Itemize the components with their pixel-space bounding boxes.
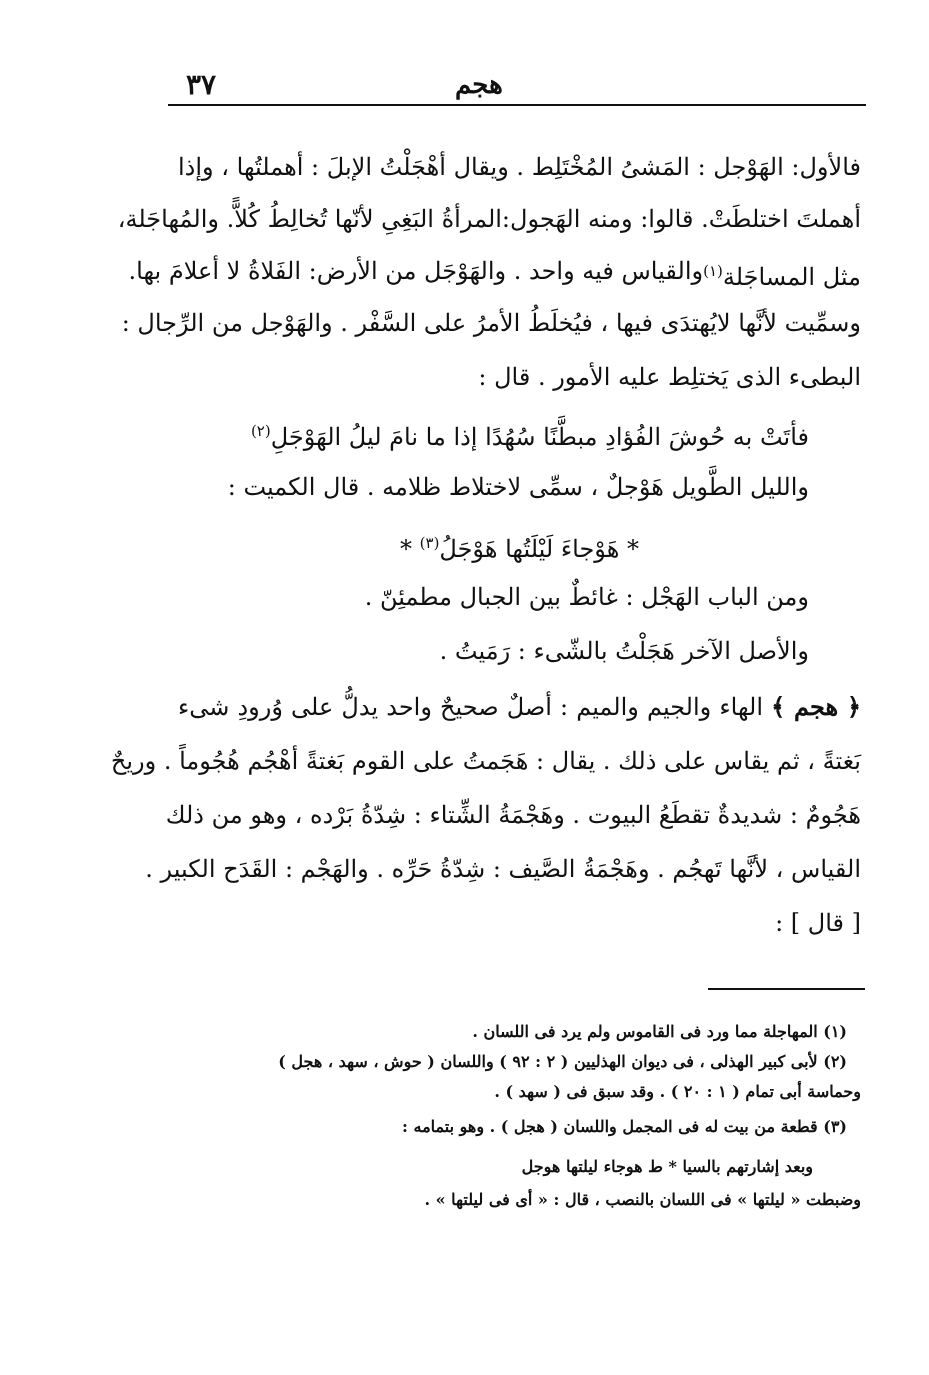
footnote-3-verse: وبعد إشارتهم بالسيا * ط هوجاء ليلتها هوجل [521, 1157, 813, 1176]
entry-line-1: ﴿ هجم ﴾ الهاء والجيم والميم : أصلٌ صحيحٌ واحد يدلُّ على وُرودِ شىء [178, 692, 862, 721]
running-title: هجم [455, 70, 503, 100]
body-line-5: البطىء الذى يَختلِط عليه الأمور . قال : [478, 363, 861, 391]
body-line-8: والأصل الآخر هَجَلْتُ بالشّىء : رَمَيتُ . [439, 637, 809, 665]
hemistich-line: * هَوْجاءَ لَيْلَتُها هَوْجَلُ$^{(٣)}$ * [400, 534, 639, 563]
footnote-2: (٢) لأبى كبير الهذلى ، فى ديوان الهذليين ( ٢ : ٩٢ ) واللسان ( حوش ، سهد ، هجل ) [278, 1052, 847, 1071]
entry-line-2: بَغتةً ، ثم يقاس على ذلك . يقال : هَجَمتُ على القوم بَغتةً أهْجُم هُجُوماً . وريحٌ [110, 747, 861, 775]
body-line-6: والليل الطَّويل هَوْجلٌ ، سمِّى لاختلاط ظلامه . قال الكميت : [227, 473, 809, 501]
footnote-1: (١) المهاجلة مما ورد فى القاموس ولم يرد فى اللسان . [472, 1022, 847, 1041]
body-line-7: ومن الباب الهَجْل : غائطٌ بين الجبال مطمئِنّ . [364, 583, 809, 611]
footnote-rule [708, 988, 865, 990]
footnote-2-cont: وحماسة أبى تمام ( ١ : ٢٠ ) . وقد سبق فى ( سهد ) . [494, 1082, 861, 1101]
entry-headword: ﴿ هجم ﴾ [771, 692, 862, 721]
entry-line-4: القياس ، لأنَّها تَهجُم . وهَجْمَةُ الصَّيف : شِدّةُ حَرِّه . والهَجْم : القَدَح الكبير . [145, 855, 861, 883]
body-line-3 [128, 254, 861, 294]
body-line-4: وسمِّيت لأنَّها لايُهتدَى فيها ، فيُخلَطُ الأمرُ على السَّفْر . والهَوْجل من الرِّجال : [121, 309, 861, 337]
entry-line-5: [ قال ] : [775, 909, 861, 937]
footnote-3-cont: وضبطت « ليلتها » فى اللسان بالنصب ، قال : « أى فى ليلتها » . [424, 1190, 861, 1209]
entry-line-3: هَجُومٌ : شديدةٌ تقطَعُ البيوت . وهَجْمَةُ الشِّتاء : شِدّةُ بَرْده ، وهو من ذلك [165, 801, 861, 829]
footnote-mark-1: (١) [703, 262, 723, 280]
page-number: ٣٧ [186, 68, 217, 101]
footnote-mark-3: (٣) [419, 534, 440, 552]
body-line-2: أهملتَ اختلطَتْ. قالوا: ومنه الهَجول:المرأةُ البَغِىِ لأنّها تُخالِطُ كُلاًّ. والمُهاجَلة، [117, 205, 861, 233]
header-rule [168, 104, 866, 106]
body-line-3-end: والقياس فيه واحد . والهَوْجَل من الأرض: الفَلاةُ لا أعلامَ بها. [128, 257, 704, 285]
body-line-3-start: مثل المساجَلة$^{(١)}$ [703, 262, 861, 291]
footnote-mark-2: (٢) [250, 422, 271, 440]
footnote-3: (٣) قطعة من بيت له فى المجمل واللسان ( هجل ) . وهو بتمامه : [402, 1117, 847, 1136]
body-line-1: فالأول: الهَوْجل : المَشىُ المُخْتَلِط . ويقال أهْجَلْتُ الإبلَ : أهملتُها ، وإذا [178, 153, 861, 181]
verse-line: فأتَتْ به حُوشَ الفُؤادِ مبطَّنًا سُهُدًا إذا ما نامَ ليلُ الهَوْجَلِ$^{(٢)}$ [250, 422, 809, 451]
